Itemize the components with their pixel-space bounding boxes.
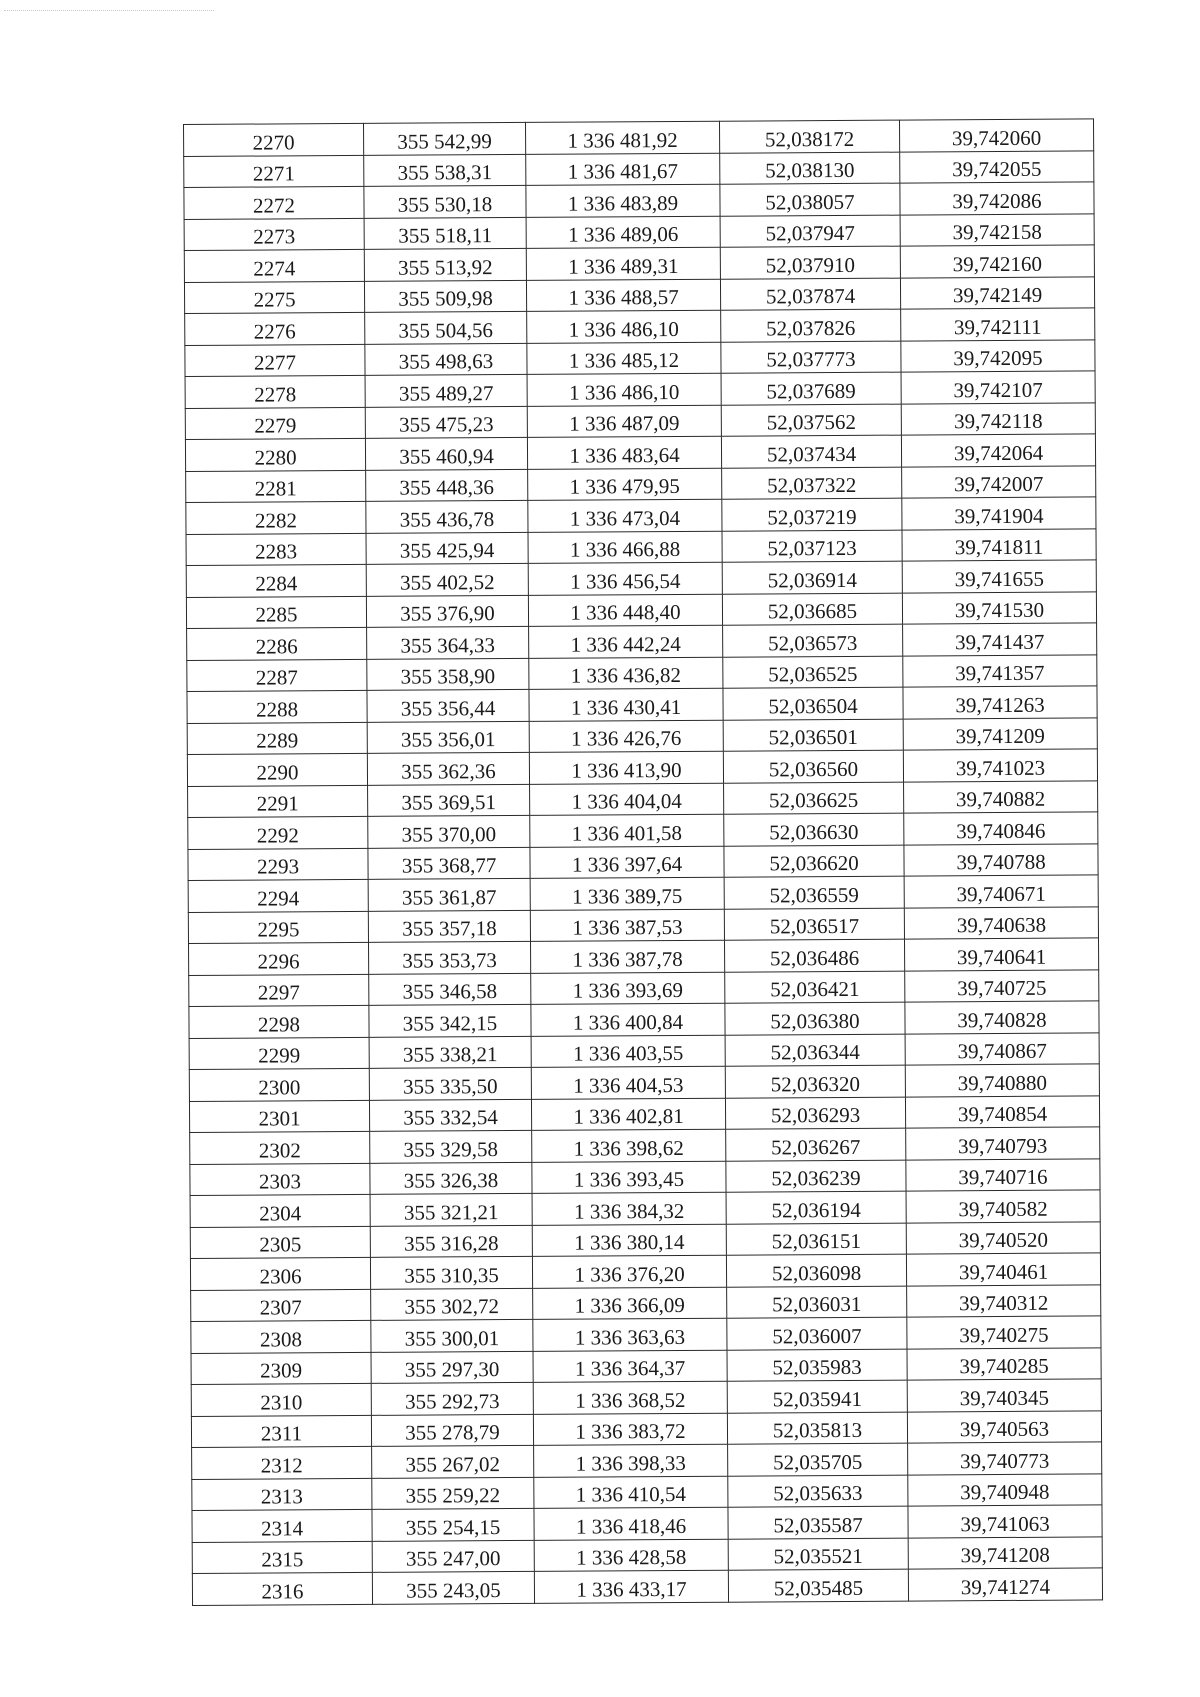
table-row	[185, 434, 1095, 471]
x-coordinate-cell: 355 518,11	[364, 217, 526, 249]
point-number-cell: 2271	[184, 155, 364, 188]
y-coordinate-cell: 1 336 430,41	[529, 688, 723, 721]
x-coordinate-cell: 355 259,22	[372, 1477, 534, 1509]
longitude-cell: 39,740716	[906, 1158, 1100, 1191]
longitude-cell: 39,740638	[904, 906, 1098, 939]
y-coordinate-cell: 1 336 436,82	[529, 657, 723, 690]
longitude-cell: 39,740671	[904, 875, 1098, 908]
x-coordinate-cell: 355 342,15	[369, 1004, 531, 1036]
table-row	[189, 1032, 1099, 1069]
y-coordinate-cell: 1 336 368,52	[533, 1381, 727, 1414]
table-row	[192, 1442, 1102, 1479]
point-number-cell: 2309	[191, 1352, 371, 1385]
x-coordinate-cell: 355 475,23	[365, 406, 527, 438]
y-coordinate-cell: 1 336 393,45	[532, 1161, 726, 1194]
x-coordinate-cell: 355 460,94	[365, 437, 527, 469]
x-coordinate-cell: 355 448,36	[366, 469, 528, 501]
table-body	[184, 119, 1103, 1605]
longitude-cell: 39,740563	[907, 1410, 1101, 1443]
y-coordinate-cell: 1 336 442,24	[529, 625, 723, 658]
x-coordinate-cell: 355 326,38	[370, 1162, 532, 1194]
latitude-cell: 52,035705	[728, 1443, 908, 1476]
x-coordinate-cell: 355 504,56	[365, 311, 527, 343]
point-number-cell: 2298	[189, 1005, 369, 1038]
y-coordinate-cell: 1 336 393,69	[531, 972, 725, 1005]
latitude-cell: 52,036559	[724, 876, 904, 909]
y-coordinate-cell: 1 336 486,10	[527, 373, 721, 406]
latitude-cell: 52,037322	[722, 467, 902, 500]
point-number-cell: 2273	[184, 218, 364, 251]
point-number-cell: 2270	[184, 123, 364, 156]
x-coordinate-cell: 355 436,78	[366, 500, 528, 532]
table-row	[185, 308, 1095, 345]
latitude-cell: 52,036620	[724, 845, 904, 878]
y-coordinate-cell: 1 336 384,32	[532, 1192, 726, 1225]
table-row	[188, 875, 1098, 912]
latitude-cell: 52,036267	[726, 1128, 906, 1161]
longitude-cell: 39,741063	[908, 1505, 1102, 1538]
x-coordinate-cell: 355 302,72	[371, 1288, 533, 1320]
y-coordinate-cell: 1 336 487,09	[527, 405, 721, 438]
point-number-cell: 2293	[188, 848, 368, 881]
scan-artifact	[4, 10, 214, 14]
point-number-cell: 2282	[186, 501, 366, 534]
point-number-cell: 2277	[185, 344, 365, 377]
latitude-cell: 52,036560	[723, 750, 903, 783]
y-coordinate-cell: 1 336 387,78	[530, 940, 724, 973]
longitude-cell: 39,740880	[905, 1064, 1099, 1097]
table-row	[192, 1568, 1102, 1605]
latitude-cell: 52,035813	[727, 1412, 907, 1445]
coordinates-table	[183, 118, 1103, 1605]
longitude-cell: 39,741208	[908, 1536, 1102, 1569]
y-coordinate-cell: 1 336 401,58	[530, 814, 724, 847]
latitude-cell: 52,036344	[725, 1034, 905, 1067]
point-number-cell: 2310	[191, 1383, 371, 1416]
x-coordinate-cell: 355 357,18	[368, 910, 530, 942]
longitude-cell: 39,741904	[902, 497, 1096, 530]
latitude-cell: 52,038172	[719, 120, 899, 153]
y-coordinate-cell: 1 336 389,75	[530, 877, 724, 910]
x-coordinate-cell: 355 243,05	[372, 1571, 534, 1603]
longitude-cell: 39,740828	[905, 1001, 1099, 1034]
table-row	[190, 1253, 1100, 1290]
table-row	[188, 812, 1098, 849]
table-row	[190, 1127, 1100, 1164]
point-number-cell: 2283	[186, 533, 366, 566]
longitude-cell: 39,740520	[906, 1221, 1100, 1254]
x-coordinate-cell: 355 358,90	[367, 658, 529, 690]
table-row	[188, 843, 1098, 880]
x-coordinate-cell: 355 310,35	[370, 1256, 532, 1288]
latitude-cell: 52,037434	[721, 435, 901, 468]
y-coordinate-cell: 1 336 387,53	[530, 909, 724, 942]
table-row	[184, 119, 1094, 156]
y-coordinate-cell: 1 336 466,88	[528, 531, 722, 564]
point-number-cell: 2314	[192, 1509, 372, 1542]
x-coordinate-cell: 355 316,28	[370, 1225, 532, 1257]
latitude-cell: 52,036501	[723, 719, 903, 752]
point-number-cell: 2284	[186, 564, 366, 597]
point-number-cell: 2300	[189, 1068, 369, 1101]
latitude-cell: 52,036007	[727, 1317, 907, 1350]
y-coordinate-cell: 1 336 383,72	[533, 1413, 727, 1446]
point-number-cell: 2275	[184, 281, 364, 314]
point-number-cell: 2280	[185, 438, 365, 471]
latitude-cell: 52,036525	[723, 656, 903, 689]
longitude-cell: 39,742111	[901, 308, 1095, 341]
y-coordinate-cell: 1 336 398,33	[534, 1444, 728, 1477]
table-row	[191, 1347, 1101, 1384]
latitude-cell: 52,037773	[721, 341, 901, 374]
table-row	[185, 402, 1095, 439]
latitude-cell: 52,036630	[724, 813, 904, 846]
point-number-cell: 2295	[188, 911, 368, 944]
x-coordinate-cell: 355 530,18	[364, 185, 526, 217]
latitude-cell: 52,037123	[722, 530, 902, 563]
x-coordinate-cell: 355 489,27	[365, 374, 527, 406]
latitude-cell: 52,035485	[728, 1569, 908, 1602]
x-coordinate-cell: 355 353,73	[369, 941, 531, 973]
latitude-cell: 52,036914	[722, 561, 902, 594]
latitude-cell: 52,036517	[724, 908, 904, 941]
x-coordinate-cell: 355 425,94	[366, 532, 528, 564]
x-coordinate-cell: 355 335,50	[369, 1067, 531, 1099]
y-coordinate-cell: 1 336 483,89	[526, 184, 720, 217]
table-row	[188, 780, 1098, 817]
table-row	[192, 1505, 1102, 1542]
y-coordinate-cell: 1 336 488,57	[526, 279, 720, 312]
longitude-cell: 39,742055	[900, 150, 1094, 183]
longitude-cell: 39,740725	[905, 969, 1099, 1002]
table-row	[191, 1379, 1101, 1416]
latitude-cell: 52,036293	[725, 1097, 905, 1130]
point-number-cell: 2281	[186, 470, 366, 503]
point-number-cell: 2276	[185, 312, 365, 345]
point-number-cell: 2305	[190, 1226, 370, 1259]
table-row	[191, 1410, 1101, 1447]
table-row	[191, 1316, 1101, 1353]
point-number-cell: 2288	[187, 690, 367, 723]
y-coordinate-cell: 1 336 418,46	[534, 1507, 728, 1540]
y-coordinate-cell: 1 336 404,53	[531, 1066, 725, 1099]
longitude-cell: 39,740788	[904, 843, 1098, 876]
latitude-cell: 52,037910	[720, 246, 900, 279]
point-number-cell: 2315	[192, 1541, 372, 1574]
table-row	[185, 339, 1095, 376]
x-coordinate-cell: 355 402,52	[366, 563, 528, 595]
point-number-cell: 2279	[185, 407, 365, 440]
latitude-cell: 52,037826	[721, 309, 901, 342]
longitude-cell: 39,740285	[907, 1347, 1101, 1380]
table-row	[186, 591, 1096, 628]
y-coordinate-cell: 1 336 363,63	[533, 1318, 727, 1351]
point-number-cell: 2308	[191, 1320, 371, 1353]
longitude-cell: 39,741209	[903, 717, 1097, 750]
table-row	[186, 465, 1096, 502]
longitude-cell: 39,741655	[902, 560, 1096, 593]
latitude-cell: 52,036625	[724, 782, 904, 815]
x-coordinate-cell: 355 278,79	[371, 1414, 533, 1446]
y-coordinate-cell: 1 336 481,92	[525, 121, 719, 154]
latitude-cell: 52,035633	[728, 1475, 908, 1508]
x-coordinate-cell: 355 247,00	[372, 1540, 534, 1572]
x-coordinate-cell: 355 361,87	[368, 878, 530, 910]
table-row	[187, 749, 1097, 786]
longitude-cell: 39,740582	[906, 1190, 1100, 1223]
longitude-cell: 39,741274	[908, 1568, 1102, 1601]
y-coordinate-cell: 1 336 489,31	[526, 247, 720, 280]
y-coordinate-cell: 1 336 413,90	[529, 751, 723, 784]
point-number-cell: 2313	[192, 1478, 372, 1511]
table-row	[187, 686, 1097, 723]
longitude-cell: 39,740345	[907, 1379, 1101, 1412]
y-coordinate-cell: 1 336 485,12	[527, 342, 721, 375]
x-coordinate-cell: 355 356,44	[367, 689, 529, 721]
x-coordinate-cell: 355 369,51	[368, 784, 530, 816]
point-number-cell: 2285	[186, 596, 366, 629]
x-coordinate-cell: 355 509,98	[364, 280, 526, 312]
longitude-cell: 39,742095	[901, 339, 1095, 372]
table-row	[189, 938, 1099, 975]
point-number-cell: 2289	[187, 722, 367, 755]
y-coordinate-cell: 1 336 473,04	[528, 499, 722, 532]
x-coordinate-cell: 355 513,92	[364, 248, 526, 280]
table-row	[190, 1221, 1100, 1258]
x-coordinate-cell: 355 346,58	[369, 973, 531, 1005]
longitude-cell: 39,740867	[905, 1032, 1099, 1065]
point-number-cell: 2316	[192, 1572, 372, 1605]
table-row	[189, 969, 1099, 1006]
latitude-cell: 52,035587	[728, 1506, 908, 1539]
longitude-cell: 39,740793	[906, 1127, 1100, 1160]
latitude-cell: 52,038130	[720, 152, 900, 185]
x-coordinate-cell: 355 321,21	[370, 1193, 532, 1225]
table-row	[187, 717, 1097, 754]
point-number-cell: 2272	[184, 186, 364, 219]
latitude-cell: 52,035521	[728, 1538, 908, 1571]
y-coordinate-cell: 1 336 403,55	[531, 1035, 725, 1068]
table-row	[188, 906, 1098, 943]
point-number-cell: 2291	[188, 785, 368, 818]
point-number-cell: 2297	[189, 974, 369, 1007]
x-coordinate-cell: 355 297,30	[371, 1351, 533, 1383]
x-coordinate-cell: 355 338,21	[369, 1036, 531, 1068]
point-number-cell: 2302	[190, 1131, 370, 1164]
latitude-cell: 52,037947	[720, 215, 900, 248]
point-number-cell: 2306	[190, 1257, 370, 1290]
x-coordinate-cell: 355 538,31	[364, 154, 526, 186]
longitude-cell: 39,741023	[903, 749, 1097, 782]
table-row	[184, 245, 1094, 282]
latitude-cell: 52,036151	[726, 1223, 906, 1256]
table-row	[192, 1473, 1102, 1510]
point-number-cell: 2299	[189, 1037, 369, 1070]
latitude-cell: 52,035983	[727, 1349, 907, 1382]
latitude-cell: 52,036194	[726, 1191, 906, 1224]
longitude-cell: 39,742107	[901, 371, 1095, 404]
y-coordinate-cell: 1 336 398,62	[532, 1129, 726, 1162]
latitude-cell: 52,038057	[720, 183, 900, 216]
x-coordinate-cell: 355 368,77	[368, 847, 530, 879]
table-row	[184, 276, 1094, 313]
longitude-cell: 39,742158	[900, 213, 1094, 246]
longitude-cell: 39,740275	[907, 1316, 1101, 1349]
point-number-cell: 2304	[190, 1194, 370, 1227]
x-coordinate-cell: 355 329,58	[370, 1130, 532, 1162]
table-row	[189, 1064, 1099, 1101]
longitude-cell: 39,742118	[901, 402, 1095, 435]
latitude-cell: 52,037562	[721, 404, 901, 437]
x-coordinate-cell: 355 364,33	[367, 626, 529, 658]
longitude-cell: 39,742007	[902, 465, 1096, 498]
latitude-cell: 52,036504	[723, 687, 903, 720]
y-coordinate-cell: 1 336 410,54	[534, 1476, 728, 1509]
table-row	[189, 1001, 1099, 1038]
y-coordinate-cell: 1 336 397,64	[530, 846, 724, 879]
coordinates-table-container	[183, 118, 1102, 1605]
longitude-cell: 39,740461	[906, 1253, 1100, 1286]
longitude-cell: 39,740854	[905, 1095, 1099, 1128]
y-coordinate-cell: 1 336 400,84	[531, 1003, 725, 1036]
y-coordinate-cell: 1 336 366,09	[533, 1287, 727, 1320]
y-coordinate-cell: 1 336 489,06	[526, 216, 720, 249]
table-row	[186, 497, 1096, 534]
point-number-cell: 2312	[192, 1446, 372, 1479]
y-coordinate-cell: 1 336 426,76	[529, 720, 723, 753]
x-coordinate-cell: 355 356,01	[367, 721, 529, 753]
latitude-cell: 52,036031	[727, 1286, 907, 1319]
table-row	[190, 1190, 1100, 1227]
latitude-cell: 52,036421	[725, 971, 905, 1004]
latitude-cell: 52,036380	[725, 1002, 905, 1035]
table-row	[185, 371, 1095, 408]
table-row	[192, 1536, 1102, 1573]
latitude-cell: 52,035941	[727, 1380, 907, 1413]
table-row	[184, 213, 1094, 250]
longitude-cell: 39,741263	[903, 686, 1097, 719]
longitude-cell: 39,741811	[902, 528, 1096, 561]
point-number-cell: 2274	[184, 249, 364, 282]
x-coordinate-cell: 355 376,90	[366, 595, 528, 627]
longitude-cell: 39,740882	[904, 780, 1098, 813]
point-number-cell: 2294	[188, 879, 368, 912]
y-coordinate-cell: 1 336 402,81	[531, 1098, 725, 1131]
y-coordinate-cell: 1 336 380,14	[532, 1224, 726, 1257]
point-number-cell: 2286	[187, 627, 367, 660]
point-number-cell: 2290	[187, 753, 367, 786]
point-number-cell: 2311	[191, 1415, 371, 1448]
longitude-cell: 39,742149	[900, 276, 1094, 309]
x-coordinate-cell: 355 332,54	[369, 1099, 531, 1131]
point-number-cell: 2296	[189, 942, 369, 975]
point-number-cell: 2278	[185, 375, 365, 408]
longitude-cell: 39,740641	[904, 938, 1098, 971]
table-row	[187, 654, 1097, 691]
longitude-cell: 39,740312	[907, 1284, 1101, 1317]
latitude-cell: 52,036573	[723, 624, 903, 657]
x-coordinate-cell: 355 254,15	[372, 1508, 534, 1540]
x-coordinate-cell: 355 267,02	[372, 1445, 534, 1477]
y-coordinate-cell: 1 336 483,64	[527, 436, 721, 469]
y-coordinate-cell: 1 336 364,37	[533, 1350, 727, 1383]
longitude-cell: 39,742060	[899, 119, 1093, 152]
point-number-cell: 2292	[188, 816, 368, 849]
x-coordinate-cell: 355 362,36	[367, 752, 529, 784]
longitude-cell: 39,740846	[904, 812, 1098, 845]
y-coordinate-cell: 1 336 376,20	[532, 1255, 726, 1288]
x-coordinate-cell: 355 292,73	[371, 1382, 533, 1414]
longitude-cell: 39,740773	[908, 1442, 1102, 1475]
table-row	[191, 1284, 1101, 1321]
point-number-cell: 2287	[187, 659, 367, 692]
point-number-cell: 2301	[189, 1100, 369, 1133]
longitude-cell: 39,741530	[902, 591, 1096, 624]
latitude-cell: 52,036239	[726, 1160, 906, 1193]
longitude-cell: 39,742086	[900, 182, 1094, 215]
latitude-cell: 52,037874	[720, 278, 900, 311]
longitude-cell: 39,741437	[903, 623, 1097, 656]
latitude-cell: 52,037689	[721, 372, 901, 405]
y-coordinate-cell: 1 336 448,40	[528, 594, 722, 627]
point-number-cell: 2307	[191, 1289, 371, 1322]
latitude-cell: 52,036098	[726, 1254, 906, 1287]
longitude-cell: 39,742160	[900, 245, 1094, 278]
latitude-cell: 52,036320	[725, 1065, 905, 1098]
y-coordinate-cell: 1 336 428,58	[534, 1539, 728, 1572]
table-row	[186, 560, 1096, 597]
y-coordinate-cell: 1 336 456,54	[528, 562, 722, 595]
y-coordinate-cell: 1 336 433,17	[534, 1570, 728, 1603]
table-row	[187, 623, 1097, 660]
table-row	[190, 1158, 1100, 1195]
latitude-cell: 52,037219	[722, 498, 902, 531]
longitude-cell: 39,740948	[908, 1473, 1102, 1506]
x-coordinate-cell: 355 370,00	[368, 815, 530, 847]
table-row	[186, 528, 1096, 565]
table-row	[184, 182, 1094, 219]
latitude-cell: 52,036685	[722, 593, 902, 626]
y-coordinate-cell: 1 336 479,95	[528, 468, 722, 501]
x-coordinate-cell: 355 542,99	[363, 122, 525, 154]
latitude-cell: 52,036486	[724, 939, 904, 972]
point-number-cell: 2303	[190, 1163, 370, 1196]
table-row	[184, 150, 1094, 187]
y-coordinate-cell: 1 336 486,10	[527, 310, 721, 343]
y-coordinate-cell: 1 336 404,04	[530, 783, 724, 816]
y-coordinate-cell: 1 336 481,67	[526, 153, 720, 186]
longitude-cell: 39,742064	[901, 434, 1095, 467]
table-row	[189, 1095, 1099, 1132]
longitude-cell: 39,741357	[903, 654, 1097, 687]
x-coordinate-cell: 355 498,63	[365, 343, 527, 375]
x-coordinate-cell: 355 300,01	[371, 1319, 533, 1351]
